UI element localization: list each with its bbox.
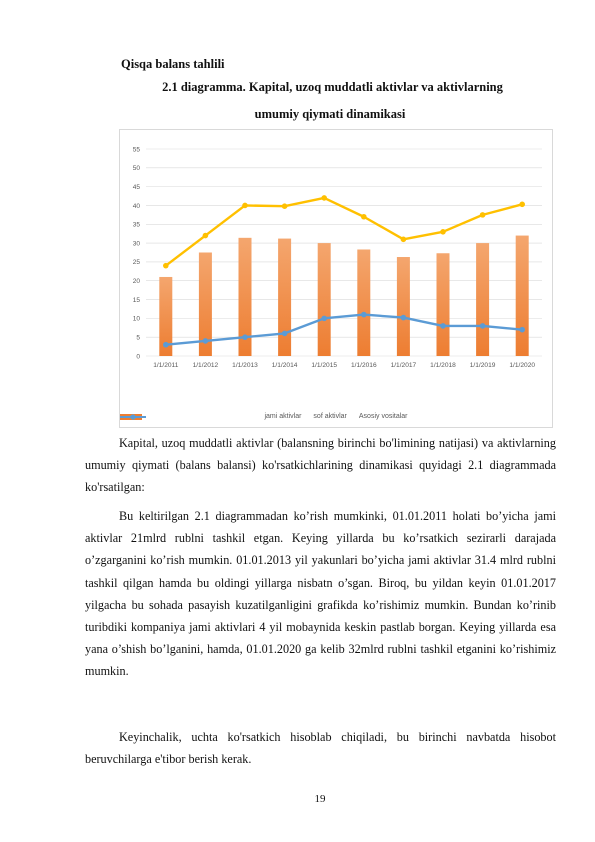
paragraph-1-text: Kapital, uzoq muddatli aktivlar (balansning birinchi bo'limining natijasi) va aktivlarning umumiy qiymati (balans balansi) ko'rsatkichlarining dinamikasi quyidagi 2.1 diagrammada ko'rsatilgan: <box>85 436 556 495</box>
y-tick-label: 20 <box>132 278 140 286</box>
legend-label: jami aktivlar <box>264 413 302 420</box>
figure-caption-line1: 2.1 diagramma. Kapital, uzoq muddatli aktivlar va aktivlarning <box>162 80 503 94</box>
paragraph-3-text: Keyinchalik, uchta ko'rsatkich hisoblab chiqiladi, bu birinchi navbatda hisobot beruvchilarga e'tibor berish kerak. <box>85 730 556 767</box>
bar <box>437 253 450 356</box>
legend-swatch <box>120 413 146 421</box>
bar <box>397 257 410 356</box>
y-tick-label: 55 <box>132 146 140 154</box>
series-point <box>321 316 327 322</box>
series-point <box>321 195 327 201</box>
x-tick-label: 1/1/2019 <box>469 362 496 369</box>
legend-label: sof aktivlar <box>313 413 347 420</box>
series-point <box>163 342 169 348</box>
paragraph-2 <box>85 505 556 683</box>
x-tick-label: 1/1/2018 <box>430 362 456 369</box>
bar <box>516 236 529 356</box>
series-point <box>282 203 288 209</box>
x-tick-label: 1/1/2013 <box>232 362 258 369</box>
series-point <box>440 229 446 235</box>
legend-item <box>264 413 301 420</box>
combo-chart <box>120 130 552 427</box>
series-point <box>203 338 209 344</box>
y-tick-label: 0 <box>136 353 140 361</box>
paragraph-1 <box>85 432 556 499</box>
paragraph-3 <box>85 726 556 770</box>
bar <box>476 243 489 356</box>
series-point <box>480 323 486 329</box>
figure-caption-line2: umumiy qiymati dinamikasi <box>254 107 406 121</box>
y-tick-label: 10 <box>132 315 140 323</box>
x-tick-label: 1/1/2015 <box>311 362 338 369</box>
series-point <box>401 237 407 243</box>
y-tick-label: 25 <box>132 259 140 267</box>
bar <box>318 243 331 356</box>
series-point <box>519 327 525 333</box>
y-tick-label: 45 <box>132 183 140 191</box>
legend-label: Asosiy vositalar <box>358 413 408 420</box>
series-point <box>361 312 367 318</box>
series-point <box>242 334 248 340</box>
section-heading: Qisqa balans tahlili <box>121 57 225 71</box>
bar <box>357 249 370 356</box>
series-point <box>480 212 486 218</box>
y-tick-label: 40 <box>132 202 140 210</box>
x-tick-label: 1/1/2016 <box>350 362 377 369</box>
y-tick-label: 30 <box>132 240 140 248</box>
series-point <box>519 202 525 208</box>
y-tick-label: 50 <box>132 165 140 173</box>
y-tick-label: 35 <box>132 221 140 229</box>
series-point <box>163 263 169 269</box>
legend-swatch-marker <box>130 414 135 419</box>
series-point <box>203 233 209 239</box>
x-tick-label: 1/1/2012 <box>192 362 219 369</box>
x-tick-label: 1/1/2020 <box>509 362 536 369</box>
legend-item <box>359 413 408 420</box>
x-tick-label: 1/1/2017 <box>390 362 417 369</box>
series-point <box>440 323 446 329</box>
legend-item <box>313 413 346 420</box>
series-line <box>166 315 522 345</box>
series-point <box>401 315 407 321</box>
series-point <box>282 331 288 337</box>
page-number: 19 <box>314 793 326 805</box>
chart-legend <box>120 413 552 420</box>
series-line <box>166 198 522 266</box>
paragraph-2-text: Bu keltirilgan 2.1 diagrammadan ko’rish mumkinki, 01.01.2011 holati bo’yicha jami aktivlar 21mlrd rublni tashkil etgan. Keying yillarda bu ko’rsatkich sezirarli darajada o’zgarganini ko’rish mumkin. 01.01.2013 yil yakunlari bo’yicha jami aktivlar 31.4 mlrd rublni tashkil qilgan hamda bu oldingi yillarga nisbatn o’sgan. Biroq, bu yildan keyin 01.01.2017 yilgacha bu sohada pasayish kuzatilganligini grafikda ko’rishimiz mumkin. Bundan ko’rinib turibdiki kompaniya jami aktivlari 4 yil mobaynida keskin pastlab borgan. Keying yillarda esa yana o’shish bo’lganini, hamda, 01.01.2020 ga kelib 32mlrd rublni tashkil etganini ko’rishimiz mumkin. <box>85 509 556 679</box>
x-tick-label: 1/1/2014 <box>271 362 298 369</box>
chart-container <box>119 129 553 428</box>
series-point <box>361 214 367 220</box>
y-tick-label: 15 <box>132 296 140 304</box>
x-tick-label: 1/1/2011 <box>153 362 179 369</box>
y-tick-label: 5 <box>136 334 140 342</box>
bar <box>278 239 291 356</box>
series-point <box>242 203 248 209</box>
